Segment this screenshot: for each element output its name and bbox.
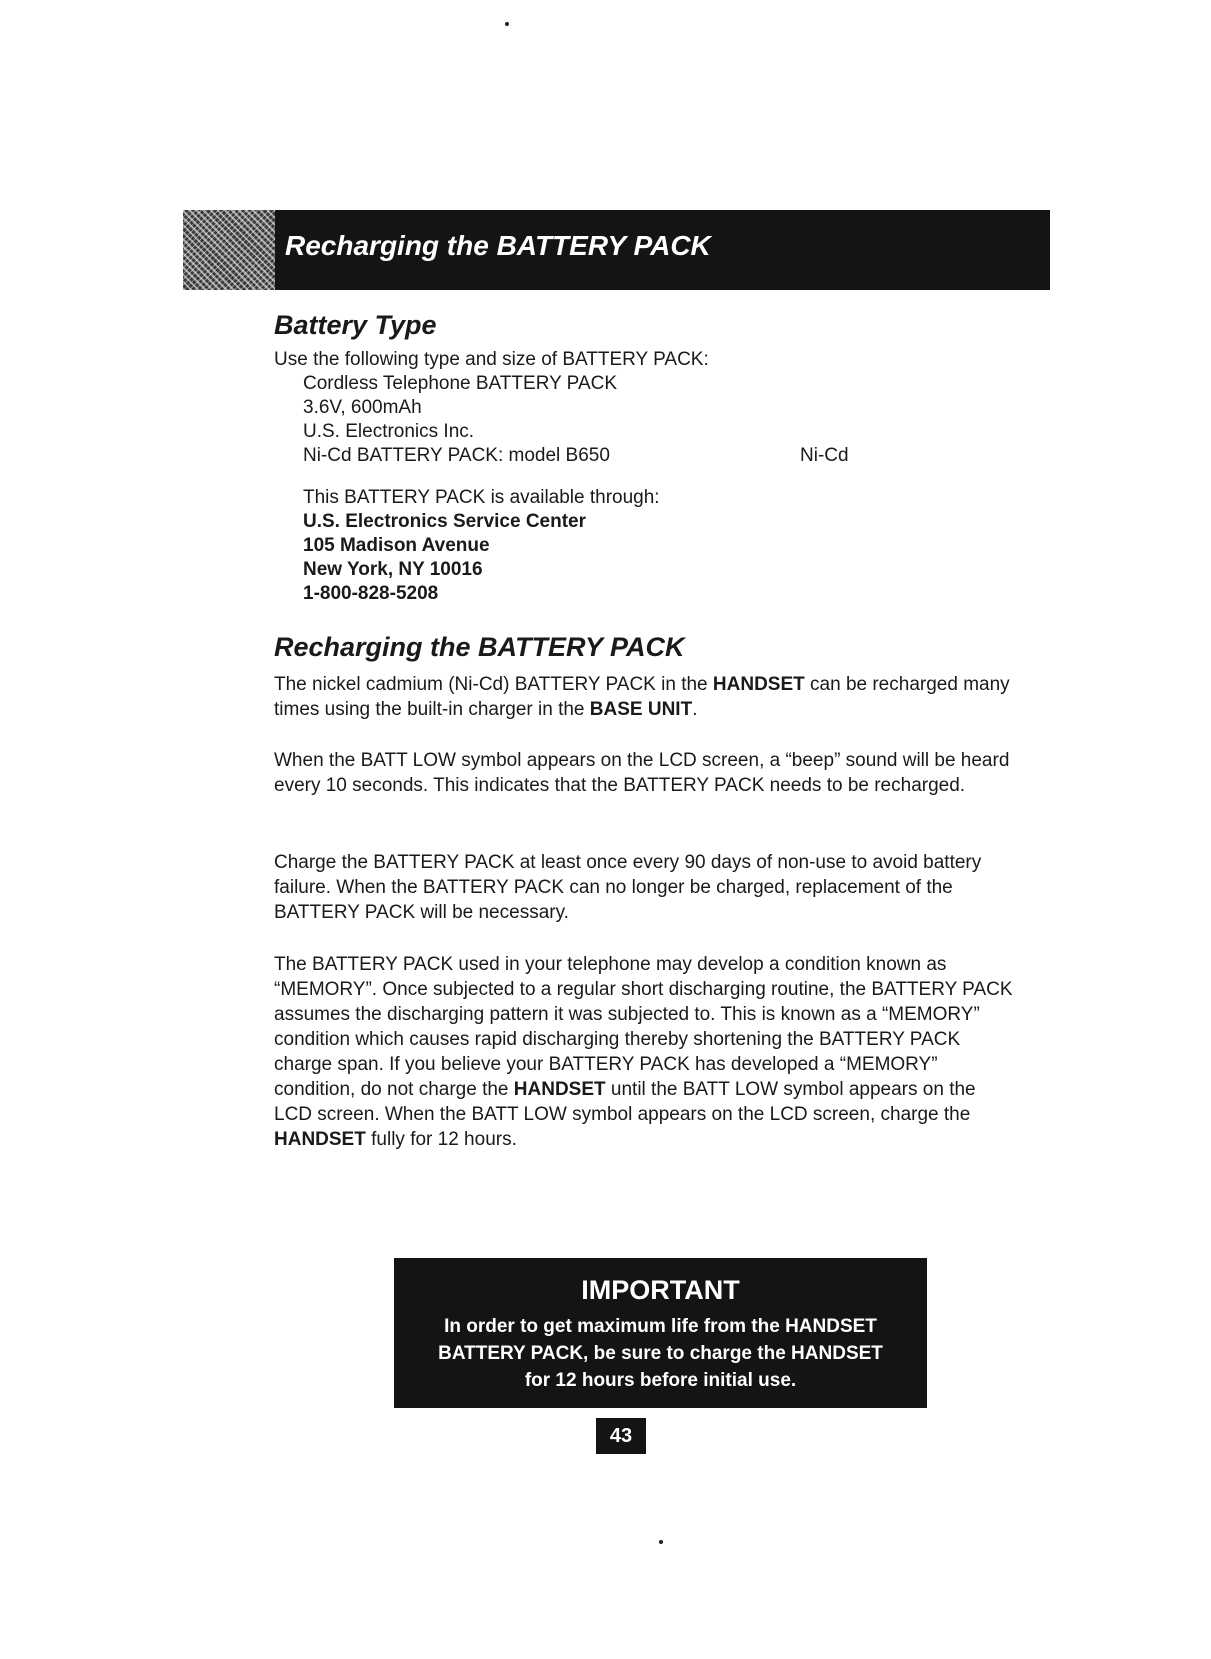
scan-speck xyxy=(505,22,509,26)
spec-line: 3.6V, 600mAh xyxy=(303,397,422,418)
scan-speck xyxy=(659,1540,663,1544)
address-line: New York, NY 10016 xyxy=(303,559,483,580)
recharging-paragraph-1: The nickel cadmium (Ni-Cd) BATTERY PACK in the HANDSET can be recharged many times using the built-in charger in the BASE UNIT. xyxy=(274,674,1010,720)
recharging-paragraph-4: The BATTERY PACK used in your telephone may develop a condition known as “MEMORY”. Once subjected to a regular short discharging routine, the BATTERY PACK assumes the discharging pattern it was subjected to. This is known as a “MEMORY” condition which causes rapid discharging thereby shortening the BATTERY PACK charge span. If you believe your BATTERY PACK has developed a “MEMORY” condition, do not charge the HANDSET until the BATT LOW symbol appears on the LCD screen. When the BATT LOW symbol appears on the LCD screen, charge the HANDSET fully for 12 hours. xyxy=(274,954,1013,1150)
availability-intro: This BATTERY PACK is available through: xyxy=(303,487,660,508)
battery-type-heading: Battery Type xyxy=(274,310,437,340)
important-line: for 12 hours before initial use. xyxy=(524,1370,797,1391)
important-title: IMPORTANT xyxy=(581,1275,740,1305)
chemistry-label: Ni-Cd xyxy=(800,445,849,466)
section-banner xyxy=(183,210,1050,290)
battery-type-intro: Use the following type and size of BATTERY PACK: xyxy=(274,349,709,370)
phone-number: 1-800-828-5208 xyxy=(303,583,439,604)
important-notice xyxy=(394,1258,927,1408)
recharging-paragraph-3: Charge the BATTERY PACK at least once every 90 days of non-use to avoid battery failure. When the BATTERY PACK can no longer be charged, replacement of the BATTERY PACK will be necessary. xyxy=(274,852,982,923)
address-line: U.S. Electronics Service Center xyxy=(303,511,587,532)
important-body xyxy=(404,1313,917,1394)
spec-line: Ni-Cd BATTERY PACK: model B650 xyxy=(303,445,610,466)
banner-texture xyxy=(183,210,275,290)
recharging-paragraph-2: When the BATT LOW symbol appears on the LCD screen, a “beep” sound will be heard every 10 seconds. This indicates that the BATTERY PACK needs to be recharged. xyxy=(274,750,1010,796)
spec-line: Cordless Telephone BATTERY PACK xyxy=(303,373,618,394)
page-number: 43 xyxy=(596,1418,646,1454)
important-line: BATTERY PACK, be sure to charge the HANDSET xyxy=(438,1343,883,1364)
recharging-heading: Recharging the BATTERY PACK xyxy=(274,632,685,662)
important-line: In order to get maximum life from the HANDSET xyxy=(444,1316,877,1337)
spec-line: U.S. Electronics Inc. xyxy=(303,421,475,442)
banner-title: Recharging the BATTERY PACK xyxy=(285,230,711,261)
address-line: 105 Madison Avenue xyxy=(303,535,490,556)
